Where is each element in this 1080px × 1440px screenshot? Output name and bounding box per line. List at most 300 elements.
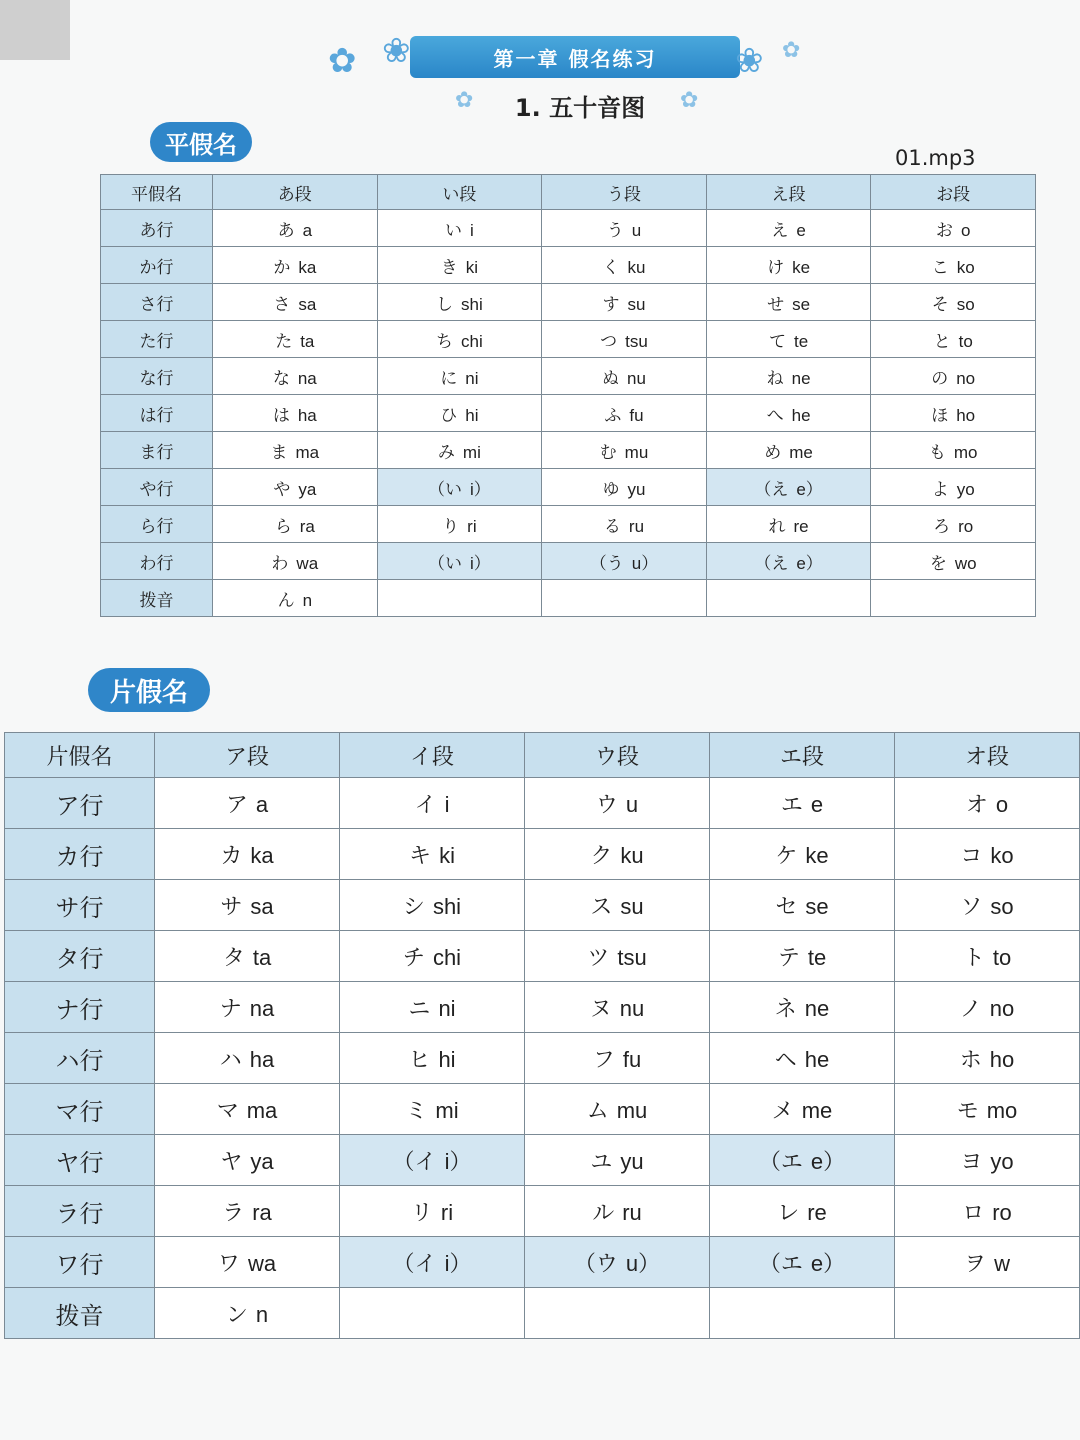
kana-char: ね: [766, 368, 784, 389]
romaji: ma: [246, 1097, 278, 1123]
kana-char: め: [764, 442, 782, 463]
kana-char: ヘ: [774, 1047, 797, 1073]
romaji: mi: [462, 442, 481, 462]
kana-char: く: [602, 257, 620, 278]
table-row: [101, 358, 1036, 395]
romaji: n: [255, 1301, 269, 1327]
romaji: su: [620, 893, 644, 919]
romaji: mo: [986, 1097, 1018, 1123]
column-header: ウ段: [525, 733, 710, 778]
kana-cell: [871, 543, 1036, 580]
romaji: mo: [953, 442, 978, 462]
kana-char: み: [437, 442, 455, 463]
kana-cell: [213, 395, 378, 432]
romaji: u: [625, 791, 639, 817]
kana-char: シ: [402, 894, 425, 920]
kana-cell: [340, 880, 525, 931]
table-row: [5, 1288, 1080, 1339]
romaji: hi: [438, 1046, 456, 1072]
kana-char: の: [931, 368, 949, 389]
row-header: ハ行: [5, 1033, 155, 1084]
kana-char: と: [933, 331, 951, 352]
romaji: a: [302, 220, 313, 240]
romaji: ri: [440, 1199, 454, 1225]
kana-char: こ: [931, 257, 949, 278]
table-row: [101, 543, 1036, 580]
kana-char: （い: [428, 553, 462, 574]
kana-cell: [895, 931, 1080, 982]
column-header: い段: [377, 175, 542, 210]
chapter-banner: 第一章 假名练习: [410, 36, 740, 78]
column-header: ア段: [155, 733, 340, 778]
kana-char: は: [272, 405, 290, 426]
kana-cell: [871, 580, 1036, 617]
column-header: お段: [871, 175, 1036, 210]
kana-cell: [155, 1033, 340, 1084]
romaji: ke: [792, 257, 811, 277]
romaji: u）: [631, 553, 659, 573]
romaji: e）: [796, 553, 823, 573]
kana-cell: [871, 506, 1036, 543]
romaji: tsu: [625, 331, 648, 351]
row-header: 拨音: [5, 1288, 155, 1339]
kana-char: ロ: [962, 1200, 985, 1226]
kana-cell: [340, 1135, 525, 1186]
kana-cell: [871, 284, 1036, 321]
romaji: i: [444, 791, 450, 817]
kana-cell: [525, 778, 710, 829]
kana-char: コ: [960, 843, 983, 869]
kana-cell: [525, 931, 710, 982]
kana-cell: [525, 1135, 710, 1186]
kana-char: ハ: [219, 1047, 242, 1073]
kana-cell: [871, 395, 1036, 432]
kana-cell: [710, 1288, 895, 1339]
table-row: [5, 982, 1080, 1033]
kana-char: マ: [216, 1098, 239, 1124]
kana-cell: [895, 1135, 1080, 1186]
romaji: tsu: [617, 944, 647, 970]
kana-char: り: [442, 516, 460, 537]
romaji: ku: [627, 257, 646, 277]
row-header: カ行: [5, 829, 155, 880]
romaji: sa: [298, 294, 317, 314]
romaji: he: [804, 1046, 830, 1072]
kana-char: モ: [956, 1098, 979, 1124]
row-header: か行: [101, 247, 213, 284]
romaji: ni: [438, 995, 456, 1021]
table-row: [5, 1186, 1080, 1237]
kana-char: か: [273, 257, 291, 278]
romaji: o: [960, 220, 971, 240]
row-header: マ行: [5, 1084, 155, 1135]
romaji: ne: [791, 368, 811, 388]
kana-cell: [895, 1084, 1080, 1135]
kana-cell: [871, 210, 1036, 247]
row-header: ら行: [101, 506, 213, 543]
kana-cell: [155, 778, 340, 829]
kana-cell: [542, 395, 707, 432]
kana-char: ホ: [959, 1047, 982, 1073]
row-header: あ行: [101, 210, 213, 247]
kana-char: リ: [410, 1200, 433, 1226]
kana-cell: [155, 1288, 340, 1339]
flower-icon: ❀: [382, 31, 411, 71]
romaji: to: [958, 331, 973, 351]
romaji: o: [995, 791, 1009, 817]
table-row: [5, 1084, 1080, 1135]
kana-char: き: [440, 257, 458, 278]
kana-cell: [340, 1237, 525, 1288]
table-row: [101, 247, 1036, 284]
romaji: ya: [298, 479, 317, 499]
romaji: fu: [629, 405, 644, 425]
kana-cell: [706, 358, 871, 395]
kana-char: （い: [428, 479, 462, 500]
kana-char: ノ: [959, 996, 982, 1022]
kana-cell: [871, 321, 1036, 358]
table-row: [101, 506, 1036, 543]
kana-cell: [706, 469, 871, 506]
romaji: ke: [805, 842, 829, 868]
kana-cell: [155, 1186, 340, 1237]
kana-cell: [155, 1135, 340, 1186]
kana-cell: [706, 395, 871, 432]
kana-cell: [525, 1033, 710, 1084]
section-title: 1. 五十音图: [514, 94, 646, 122]
romaji: chi: [461, 331, 483, 351]
kana-cell: [155, 1084, 340, 1135]
kana-cell: [871, 247, 1036, 284]
table-row: [101, 432, 1036, 469]
kana-cell: [213, 247, 378, 284]
kana-cell: [710, 1237, 895, 1288]
kana-cell: [706, 321, 871, 358]
row-header: ワ行: [5, 1237, 155, 1288]
kana-char: ン: [225, 1302, 248, 1328]
romaji: a: [255, 791, 269, 817]
kana-char: そ: [931, 294, 949, 315]
kana-cell: [155, 880, 340, 931]
kana-char: ラ: [222, 1200, 245, 1226]
kana-cell: [542, 284, 707, 321]
kana-cell: [706, 543, 871, 580]
table-row: [101, 395, 1036, 432]
romaji: w: [994, 1250, 1010, 1276]
kana-cell: [871, 432, 1036, 469]
romaji: e: [810, 791, 824, 817]
row-header: サ行: [5, 880, 155, 931]
kana-cell: [155, 982, 340, 1033]
kana-char: ヲ: [964, 1251, 987, 1277]
kana-char: ほ: [931, 405, 949, 426]
table-row: [5, 778, 1080, 829]
kana-cell: [710, 880, 895, 931]
kana-char: ミ: [405, 1098, 428, 1124]
romaji: e）: [810, 1250, 846, 1276]
kana-cell: [895, 829, 1080, 880]
kana-char: セ: [775, 894, 798, 920]
romaji: mi: [435, 1097, 459, 1123]
kana-char: テ: [777, 945, 800, 971]
kana-char: な: [272, 368, 290, 389]
row-header: ヤ行: [5, 1135, 155, 1186]
kana-char: オ: [965, 792, 988, 818]
table-row: [101, 210, 1036, 247]
katakana-label: 片假名: [88, 668, 210, 712]
romaji: i）: [444, 1250, 472, 1276]
romaji: so: [990, 893, 1014, 919]
kana-char: ん: [277, 590, 295, 611]
romaji: se: [805, 893, 829, 919]
romaji: fu: [622, 1046, 642, 1072]
kana-cell: [213, 580, 378, 617]
kana-char: よ: [931, 479, 949, 500]
romaji: i）: [444, 1148, 472, 1174]
table-row: [5, 1135, 1080, 1186]
kana-char: え: [771, 220, 789, 241]
kana-cell: [542, 432, 707, 469]
kana-char: （ウ: [573, 1251, 618, 1277]
kana-cell: [213, 432, 378, 469]
kana-char: エ: [780, 792, 803, 818]
column-header: え段: [706, 175, 871, 210]
kana-cell: [895, 982, 1080, 1033]
kana-cell: [377, 358, 542, 395]
kana-cell: [895, 778, 1080, 829]
kana-cell: [377, 210, 542, 247]
column-header: イ段: [340, 733, 525, 778]
flower-icon: ✿: [782, 38, 801, 63]
row-header: ナ行: [5, 982, 155, 1033]
romaji: ni: [465, 368, 479, 388]
romaji: se: [792, 294, 811, 314]
column-header: 片假名: [5, 733, 155, 778]
kana-char: る: [603, 516, 621, 537]
kana-cell: [710, 1033, 895, 1084]
romaji: ku: [620, 842, 644, 868]
romaji: ko: [990, 842, 1014, 868]
kana-cell: [706, 247, 871, 284]
romaji: e: [796, 220, 806, 240]
romaji: ta: [300, 331, 315, 351]
kana-cell: [710, 829, 895, 880]
kana-char: へ: [766, 405, 784, 426]
romaji: ka: [250, 842, 274, 868]
kana-char: ヨ: [960, 1149, 983, 1175]
romaji: sa: [250, 893, 274, 919]
kana-char: ひ: [440, 405, 458, 426]
table-row: [101, 321, 1036, 358]
kana-cell: [340, 931, 525, 982]
table-row: [101, 469, 1036, 506]
kana-cell: [377, 469, 542, 506]
katakana-table: [4, 732, 1080, 1339]
kana-cell: [213, 506, 378, 543]
kana-char: ぬ: [602, 368, 620, 389]
kana-cell: [377, 543, 542, 580]
kana-cell: [377, 395, 542, 432]
kana-char: ソ: [960, 894, 983, 920]
kana-char: メ: [771, 1098, 794, 1124]
kana-char: つ: [600, 331, 618, 352]
romaji: no: [956, 368, 976, 388]
kana-cell: [377, 432, 542, 469]
romaji: ki: [465, 257, 479, 277]
row-header: は行: [101, 395, 213, 432]
romaji: yu: [620, 1148, 644, 1174]
kana-cell: [710, 778, 895, 829]
row-header: タ行: [5, 931, 155, 982]
kana-cell: [377, 506, 542, 543]
romaji: re: [793, 516, 809, 536]
kana-cell: [895, 1288, 1080, 1339]
kana-cell: [542, 469, 707, 506]
column-header: う段: [542, 175, 707, 210]
romaji: shi: [461, 294, 483, 314]
kana-cell: [542, 321, 707, 358]
table-row: [5, 829, 1080, 880]
audio-file-label: 01.mp3: [895, 146, 976, 170]
kana-cell: [525, 829, 710, 880]
kana-cell: [710, 1135, 895, 1186]
romaji: i: [470, 220, 474, 240]
kana-char: ト: [962, 945, 985, 971]
romaji: ka: [298, 257, 317, 277]
kana-char: ル: [592, 1200, 615, 1226]
kana-char: た: [275, 331, 293, 352]
kana-char: を: [929, 553, 947, 574]
row-header: ま行: [101, 432, 213, 469]
flower-icon: ✿: [455, 88, 474, 113]
row-header: わ行: [101, 543, 213, 580]
romaji: ko: [956, 257, 975, 277]
romaji: ro: [958, 516, 974, 536]
row-header: ラ行: [5, 1186, 155, 1237]
romaji: u）: [625, 1250, 661, 1276]
kana-char: （え: [754, 479, 789, 500]
kana-cell: [706, 580, 871, 617]
kana-cell: [340, 778, 525, 829]
kana-char: に: [440, 368, 458, 389]
kana-cell: [213, 284, 378, 321]
romaji: ha: [249, 1046, 275, 1072]
romaji: e）: [796, 479, 823, 499]
kana-char: さ: [273, 294, 291, 315]
column-header: あ段: [213, 175, 378, 210]
romaji: ho: [989, 1046, 1015, 1072]
kana-char: て: [768, 331, 786, 352]
romaji: nu: [619, 995, 645, 1021]
kana-char: ヤ: [220, 1149, 243, 1175]
kana-char: （う: [589, 553, 624, 574]
kana-char: （イ: [392, 1251, 437, 1277]
romaji: ri: [467, 516, 477, 536]
column-header: エ段: [710, 733, 895, 778]
kana-char: す: [602, 294, 620, 315]
kana-cell: [377, 321, 542, 358]
romaji: ya: [250, 1148, 274, 1174]
page-edge-shadow: [0, 0, 70, 60]
hiragana-table: [100, 174, 1036, 617]
kana-char: あ: [277, 220, 295, 241]
romaji: ne: [804, 995, 830, 1021]
romaji: te: [807, 944, 827, 970]
romaji: re: [807, 1199, 827, 1225]
kana-char: ろ: [933, 516, 951, 537]
kana-cell: [340, 1084, 525, 1135]
kana-cell: [340, 1033, 525, 1084]
table-row: [5, 931, 1080, 982]
romaji: wa: [247, 1250, 277, 1276]
kana-char: カ: [220, 843, 243, 869]
kana-char: ら: [274, 516, 292, 537]
romaji: he: [791, 405, 811, 425]
row-header: や行: [101, 469, 213, 506]
kana-char: （エ: [758, 1149, 803, 1175]
romaji: ru: [622, 1199, 642, 1225]
kana-cell: [710, 1186, 895, 1237]
romaji: i）: [470, 479, 491, 499]
kana-char: ク: [590, 843, 613, 869]
kana-char: ふ: [604, 405, 622, 426]
kana-char: ワ: [217, 1251, 240, 1277]
romaji: u: [631, 220, 642, 240]
romaji: so: [956, 294, 975, 314]
kana-cell: [213, 469, 378, 506]
row-header: ア行: [5, 778, 155, 829]
kana-char: ち: [436, 331, 454, 352]
row-header: な行: [101, 358, 213, 395]
romaji: ta: [252, 944, 272, 970]
kana-cell: [377, 247, 542, 284]
kana-char: タ: [222, 945, 245, 971]
kana-cell: [542, 506, 707, 543]
kana-char: い: [445, 220, 462, 241]
romaji: no: [989, 995, 1015, 1021]
kana-cell: [895, 1186, 1080, 1237]
kana-char: イ: [414, 792, 437, 818]
romaji: ma: [295, 442, 320, 462]
romaji: su: [627, 294, 646, 314]
romaji: me: [789, 442, 813, 462]
kana-char: も: [928, 442, 946, 463]
kana-char: チ: [402, 945, 425, 971]
romaji: i）: [470, 553, 491, 573]
kana-cell: [542, 210, 707, 247]
romaji: hi: [465, 405, 479, 425]
kana-char: ア: [225, 792, 248, 818]
romaji: me: [801, 1097, 833, 1123]
kana-cell: [340, 1288, 525, 1339]
kana-char: キ: [409, 843, 432, 869]
kana-cell: [213, 358, 378, 395]
kana-cell: [155, 1237, 340, 1288]
kana-cell: [542, 580, 707, 617]
romaji: yu: [627, 479, 646, 499]
romaji: ro: [992, 1199, 1012, 1225]
romaji: yo: [990, 1148, 1014, 1174]
table-row: [101, 580, 1036, 617]
kana-char: せ: [767, 294, 785, 315]
romaji: mu: [624, 442, 649, 462]
kana-cell: [710, 931, 895, 982]
kana-char: ゆ: [602, 479, 620, 500]
kana-cell: [340, 1186, 525, 1237]
kana-char: れ: [768, 516, 786, 537]
column-header: 平假名: [101, 175, 213, 210]
kana-char: ユ: [590, 1149, 613, 1175]
